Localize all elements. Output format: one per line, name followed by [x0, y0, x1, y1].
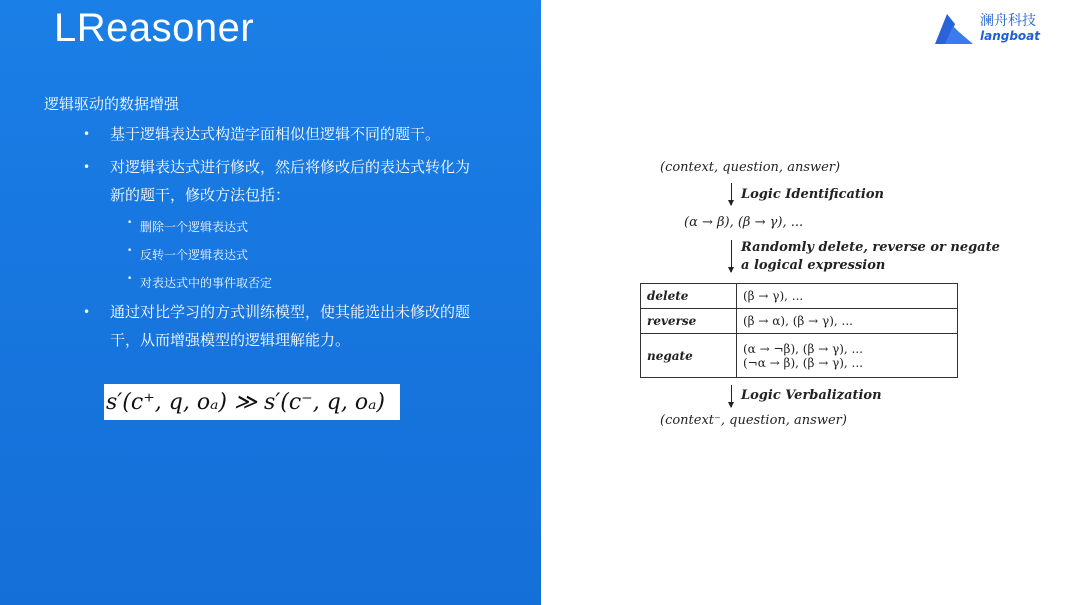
arrow-down-icon [731, 385, 732, 407]
bullet-item-3 [83, 298, 471, 354]
sub-bullet-text: 删除一个逻辑表达式 [140, 220, 249, 234]
arrow-down-icon [731, 240, 732, 272]
operation-result [737, 334, 958, 378]
result-line: (¬α → β), (β → γ), ... [743, 355, 863, 370]
sub-bullet-marker: • [127, 274, 133, 284]
logo-name-cn: 澜舟科技 [980, 13, 1036, 29]
operation-result: (β → γ), ... [737, 284, 958, 309]
slide-title: LReasoner [54, 6, 255, 50]
company-logo [933, 10, 1043, 48]
bullet-text: 基于逻辑表达式构造字面相似但逻辑不同的题干。 [110, 125, 441, 143]
result-line: (α → ¬β), (β → γ), ... [743, 341, 863, 356]
bullet-text-continued: 新的题干，修改方法包括： [110, 186, 291, 204]
logo-name-en: langboat [980, 29, 1041, 43]
sub-bullet-item-3 [127, 274, 273, 291]
sub-bullet-text: 反转一个逻辑表达式 [140, 248, 249, 262]
step-logic-verbalization: Logic Verbalization [741, 388, 882, 403]
sub-bullet-item-1 [127, 218, 249, 235]
section-subtitle: 逻辑驱动的数据增强 [44, 95, 180, 113]
operation-name: reverse [641, 309, 737, 334]
table-row [641, 309, 958, 334]
diagram-input: (context, question, answer) [660, 160, 841, 175]
sub-bullet-text: 对表达式中的事件取否定 [140, 276, 273, 290]
bullet-marker: • [83, 305, 91, 319]
contrastive-formula: s′(c⁺, q, oₐ) ≫ s′(c⁻, q, oₐ) [104, 384, 400, 420]
operation-result: (β → α), (β → γ), ... [737, 309, 958, 334]
step-modify-line1: Randomly delete, reverse or negate [741, 240, 1000, 255]
sub-bullet-marker: • [127, 246, 133, 256]
logo-mark-icon [933, 10, 975, 46]
operation-name: delete [641, 284, 737, 309]
bullet-text-continued: 干，从而增强模型的逻辑理解能力。 [110, 331, 351, 349]
bullet-text: 通过对比学习的方式训练模型，使其能选出未修改的题 [110, 303, 471, 321]
bullet-marker: • [83, 127, 91, 141]
step-modify-line2: a logical expression [741, 258, 886, 273]
sub-bullet-marker: • [127, 218, 133, 228]
step-logic-identification: Logic Identification [741, 187, 884, 202]
bullet-marker: • [83, 160, 91, 174]
diagram-output: (context⁻, question, answer) [660, 413, 847, 428]
bullet-item-2 [83, 153, 471, 209]
bullet-text: 对逻辑表达式进行修改，然后将修改后的表达式转化为 [110, 158, 471, 176]
modification-table [640, 283, 958, 378]
sub-bullet-item-2 [127, 246, 249, 263]
bullet-item-1 [83, 120, 441, 148]
table-row [641, 284, 958, 309]
table-row [641, 334, 958, 378]
logical-expressions: (α → β), (β → γ), ... [684, 215, 804, 230]
operation-name: negate [641, 334, 737, 378]
arrow-down-icon [731, 183, 732, 205]
